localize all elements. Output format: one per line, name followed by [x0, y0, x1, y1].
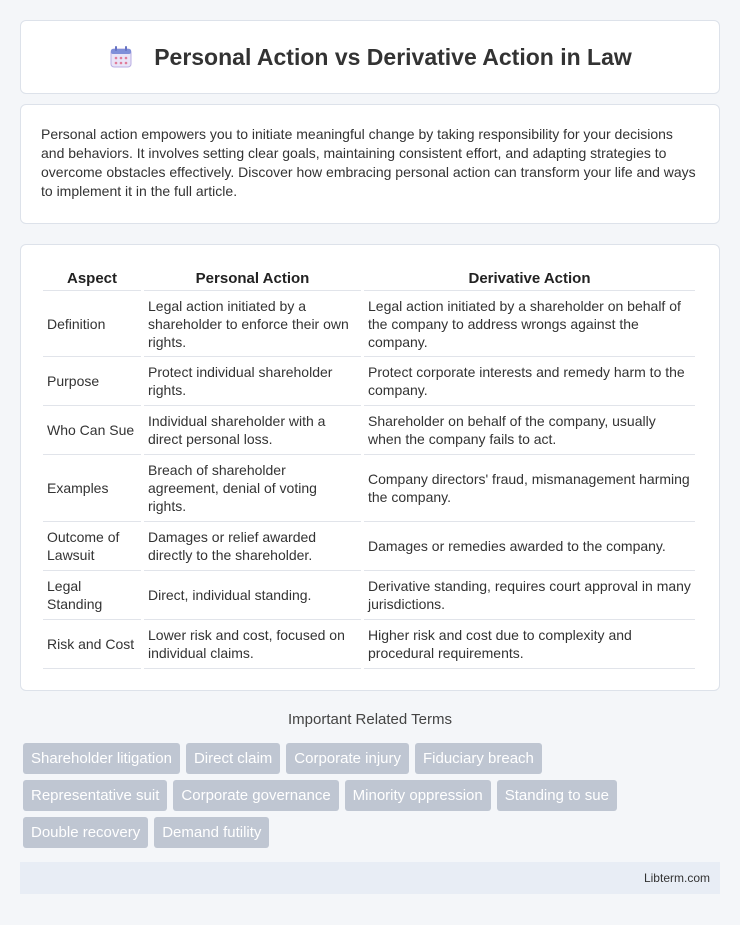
related-terms-list	[23, 743, 723, 854]
column-header-aspect: Aspect	[43, 265, 141, 291]
related-term-tag[interactable]: Minority oppression	[345, 780, 491, 811]
page-title: Personal Action vs Derivative Action in Law	[154, 43, 632, 70]
personal-cell: Lower risk and cost, focused on individual claims.	[144, 620, 361, 669]
derivative-cell: Damages or remedies awarded to the company.	[364, 522, 695, 571]
footer	[20, 862, 720, 894]
related-term-tag[interactable]: Demand futility	[154, 817, 269, 848]
derivative-cell: Company directors' fraud, mismanagement harming the company.	[364, 455, 695, 522]
column-header-derivative: Derivative Action	[364, 265, 695, 291]
table-header-row	[43, 265, 695, 291]
comparison-table	[40, 265, 698, 669]
header-card	[20, 20, 720, 94]
column-header-personal: Personal Action	[144, 265, 361, 291]
aspect-cell: Purpose	[43, 357, 141, 406]
related-term-tag[interactable]: Corporate injury	[286, 743, 409, 774]
table-row	[43, 406, 695, 455]
related-term-tag[interactable]: Fiduciary breach	[415, 743, 542, 774]
table-row	[43, 291, 695, 357]
aspect-cell: Legal Standing	[43, 571, 141, 620]
aspect-cell: Who Can Sue	[43, 406, 141, 455]
footer-site-link[interactable]: Libterm.com	[643, 871, 710, 885]
table-row	[43, 357, 695, 406]
related-term-tag[interactable]: Corporate governance	[173, 780, 338, 811]
personal-cell: Breach of shareholder agreement, denial of voting rights.	[144, 455, 361, 522]
table-row	[43, 571, 695, 620]
personal-cell: Legal action initiated by a shareholder to enforce their own rights.	[144, 291, 361, 357]
related-term-tag[interactable]: Representative suit	[23, 780, 167, 811]
related-term-tag[interactable]: Shareholder litigation	[23, 743, 180, 774]
aspect-cell: Examples	[43, 455, 141, 522]
related-term-tag[interactable]: Direct claim	[186, 743, 280, 774]
derivative-cell: Derivative standing, requires court approval in many jurisdictions.	[364, 571, 695, 620]
comparison-table-card	[20, 244, 720, 691]
derivative-cell: Shareholder on behalf of the company, usually when the company fails to act.	[364, 406, 695, 455]
personal-cell: Direct, individual standing.	[144, 571, 361, 620]
aspect-cell: Outcome of Lawsuit	[43, 522, 141, 571]
table-row	[43, 620, 695, 669]
table-row	[43, 455, 695, 522]
intro-card	[20, 104, 720, 224]
personal-cell: Damages or relief awarded directly to the shareholder.	[144, 522, 361, 571]
related-term-tag[interactable]: Standing to sue	[497, 780, 617, 811]
calendar-icon	[108, 44, 134, 70]
personal-cell: Protect individual shareholder rights.	[144, 357, 361, 406]
related-term-tag[interactable]: Double recovery	[23, 817, 148, 848]
derivative-cell: Higher risk and cost due to complexity and procedural requirements.	[364, 620, 695, 669]
table-row	[43, 522, 695, 571]
related-terms-title: Important Related Terms	[288, 711, 452, 728]
derivative-cell: Legal action initiated by a shareholder on behalf of the company to address wrongs against the company.	[364, 291, 695, 357]
personal-cell: Individual shareholder with a direct personal loss.	[144, 406, 361, 455]
derivative-cell: Protect corporate interests and remedy harm to the company.	[364, 357, 695, 406]
intro-text: Personal action empowers you to initiate meaningful change by taking responsibility for your decisions and behaviors. It involves setting clear goals, maintaining consistent effort, and adapting strategies to overcome obstacles effectively. Discover how embracing personal action can transform your life and ways to implement it in the full article.	[41, 126, 696, 199]
aspect-cell: Risk and Cost	[43, 620, 141, 669]
aspect-cell: Definition	[43, 291, 141, 357]
